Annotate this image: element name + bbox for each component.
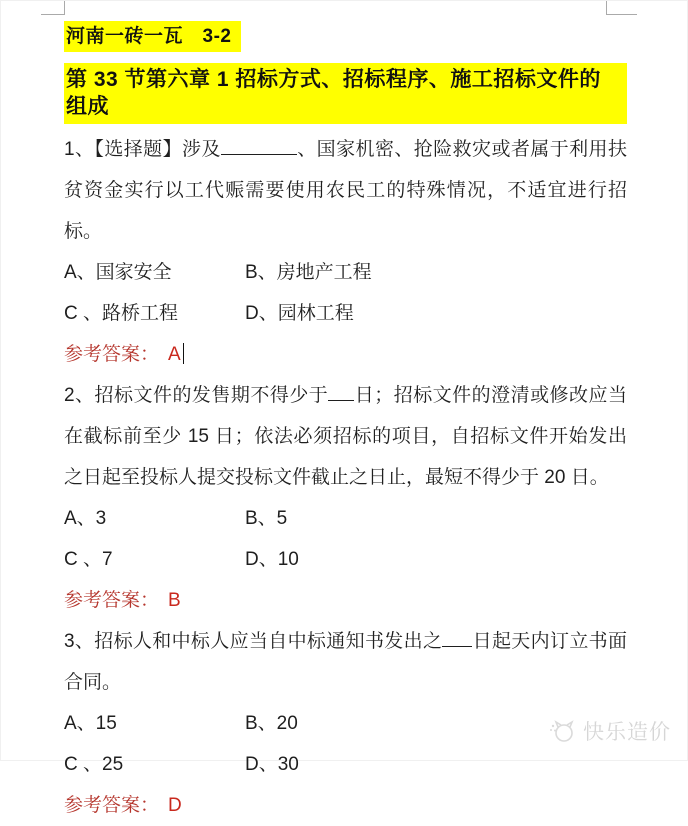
question-1-options-ab <box>64 252 627 293</box>
question-1-stem <box>64 129 627 252</box>
question-2-stem-pre: 2、招标文件的发售期不得少于 <box>64 385 329 406</box>
option-a: A、3 <box>64 508 107 529</box>
question-3-options-cd <box>64 744 627 785</box>
question-3-options-ab <box>64 703 627 744</box>
option-b: B、20 <box>245 713 298 734</box>
page-corner-mark-left <box>41 1 65 15</box>
option-a: A、国家安全 <box>64 262 172 283</box>
answer-letter: B <box>168 590 181 611</box>
answer-label: 参考答案： <box>64 590 160 611</box>
question-1-stem-pre: 1、【选择题】涉及 <box>64 139 221 160</box>
option-d: D、园林工程 <box>245 303 354 324</box>
document-content <box>64 21 627 826</box>
cat-logo-icon <box>548 717 578 745</box>
answer-label: 参考答案： <box>64 795 160 816</box>
option-b: B、5 <box>245 508 288 529</box>
course-title: 河南一砖一瓦 3-2 <box>64 21 241 52</box>
fill-blank-underline <box>328 381 354 401</box>
question-2-options-ab <box>64 498 627 539</box>
question-3-stem-post: 日起天内订立书面合同。 <box>64 631 627 693</box>
question-3-stem-pre: 3、招标人和中标人应当自中标通知书发出之 <box>64 631 443 652</box>
text-cursor <box>183 343 185 364</box>
answer-letter: D <box>168 795 182 816</box>
question-2-stem <box>64 375 627 498</box>
option-c: C 、7 <box>64 549 113 570</box>
question-3-answer <box>64 785 627 826</box>
watermark <box>548 716 671 746</box>
option-b: B、房地产工程 <box>245 262 372 283</box>
answer-label: 参考答案： <box>64 344 160 365</box>
option-d: D、30 <box>245 754 299 775</box>
answer-letter: A <box>168 344 181 365</box>
option-c: C 、路桥工程 <box>64 303 179 324</box>
question-2-answer <box>64 580 627 621</box>
question-1-stem-post: 、国家机密、抢险救灾或者属于利用扶贫资金实行以工代赈需要使用农民工的特殊情况，不适宜进行招标。 <box>64 139 627 242</box>
fill-blank-underline <box>442 627 472 647</box>
question-1-answer <box>64 334 627 375</box>
option-a: A、15 <box>64 713 117 734</box>
question-3-stem <box>64 621 627 703</box>
question-1-options-cd <box>64 293 627 334</box>
question-2-stem-post: 日；招标文件的澄清或修改应当在截标前至少 15 日；依法必须招标的项目，自招标文件开始发出之日起至投标人提交投标文件截止之日止，最短不得少于 20 日。 <box>64 385 627 488</box>
question-2-options-cd <box>64 539 627 580</box>
question-list <box>64 129 627 826</box>
page-corner-mark-right <box>606 1 637 15</box>
option-c: C 、25 <box>64 754 124 775</box>
fill-blank-underline <box>221 135 297 155</box>
watermark-text: 快乐造价 <box>583 721 671 744</box>
option-d: D、10 <box>245 549 299 570</box>
chapter-title: 第 33 节第六章 1 招标方式、招标程序、施工招标文件的组成 <box>64 63 627 124</box>
